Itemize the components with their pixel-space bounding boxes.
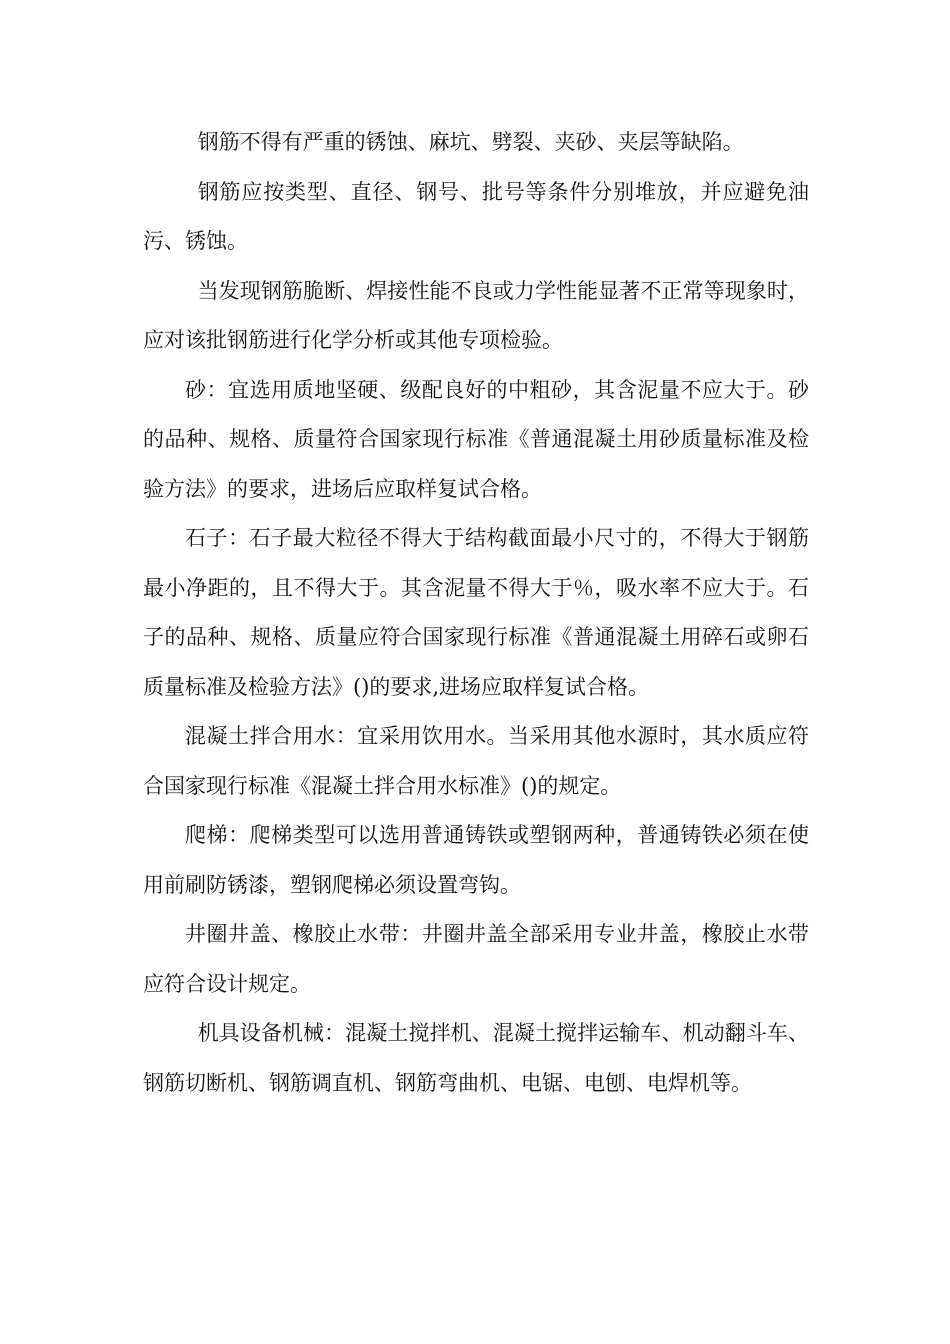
paragraph-rebar-inspection: 当发现钢筋脆断、焊接性能不良或力学性能显著不正常等现象时，应对该批钢筋进行化学分析或其他专项检验。 [143,278,809,352]
paragraph-machinery: 机具设备机械：混凝土搅拌机、混凝土搅拌运输车、机动翻斗车、钢筋切断机、钢筋调直机、钢筋弯曲机、电锯、电刨、电焊机等。 [143,1021,809,1095]
paragraph-sand: 砂：宜选用质地坚硬、级配良好的中粗砂，其含泥量不应大于。砂的品种、规格、质量符合国家现行标准《普通混凝土用砂质量标准及检验方法》的要求，进场后应取样复试合格。 [143,377,809,501]
paragraph-mixing-water: 混凝土拌合用水：宜采用饮用水。当采用其他水源时，其水质应符合国家现行标准《混凝土拌合用水标准》()的规定。 [143,724,809,798]
paragraph-ladder: 爬梯：爬梯类型可以选用普通铸铁或塑钢两种，普通铸铁必须在使用前刷防锈漆，塑钢爬梯必须设置弯钩。 [143,823,809,897]
paragraph-gravel: 石子：石子最大粒径不得大于结构截面最小尺寸的，不得大于钢筋最小净距的，且不得大于。其含泥量不得大于％，吸水率不应大于。石子的品种、规格、质量应符合国家现行标准《普通混凝土用碎石或卵石质量标准及检验方法》()的要求,进场应取样复试合格。 [143,526,809,699]
body-text [143,118,809,1108]
paragraph-rebar-storage: 钢筋应按类型、直径、钢号、批号等条件分别堆放，并应避免油污、锈蚀。 [143,179,809,253]
paragraph-well-cover: 井圈井盖、橡胶止水带：井圈井盖全部采用专业井盖，橡胶止水带应符合设计规定。 [143,922,809,996]
paragraph-rebar-defects: 钢筋不得有严重的锈蚀、麻坑、劈裂、夹砂、夹层等缺陷。 [197,130,744,154]
